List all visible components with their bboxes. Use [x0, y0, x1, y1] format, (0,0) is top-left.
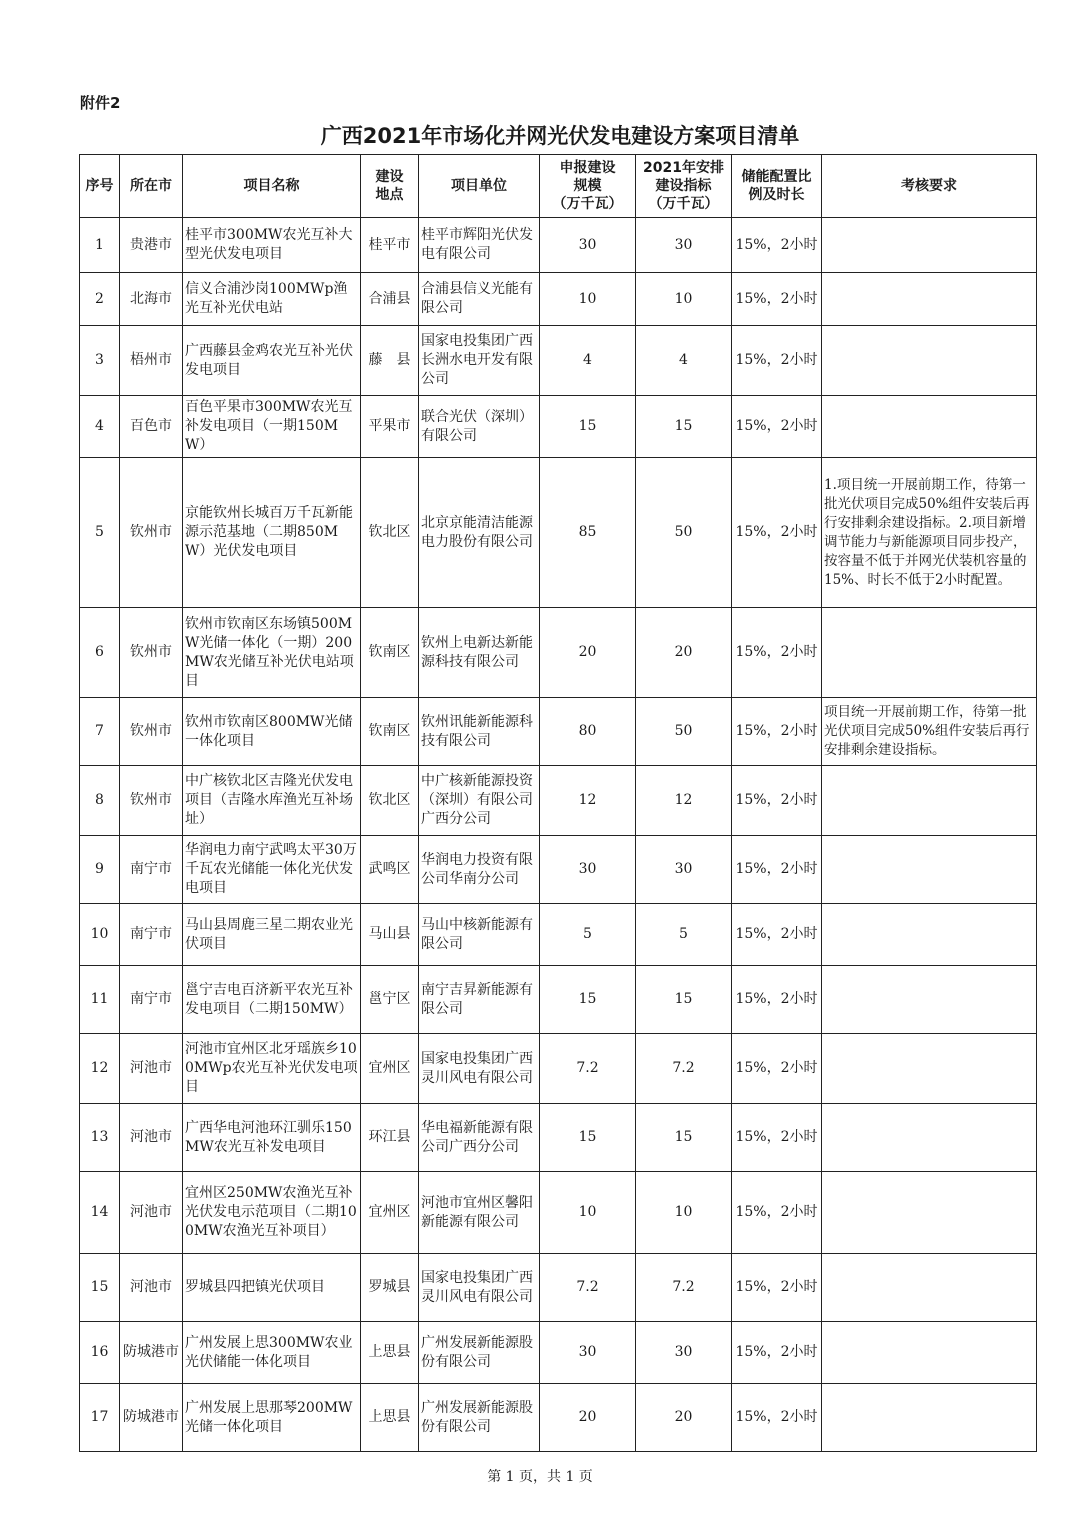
header-city: 所在市 — [120, 155, 183, 218]
cell-location: 钦北区 — [361, 766, 419, 836]
cell-location: 钦北区 — [361, 458, 419, 608]
cell-quota: 30 — [636, 836, 732, 904]
cell-project-name: 信义合浦沙岗100MWp渔光互补光伏电站 — [183, 273, 361, 326]
cell-location: 钦南区 — [361, 698, 419, 766]
header-unit: 项目单位 — [419, 155, 540, 218]
table-row — [80, 218, 1037, 273]
cell-storage: 15%，2小时 — [732, 698, 822, 766]
cell-location: 合浦县 — [361, 273, 419, 326]
cell-project-unit: 北京京能清洁能源电力股份有限公司 — [419, 458, 540, 608]
cell-project-name: 广州发展上思300MW农业光伏储能一体化项目 — [183, 1322, 361, 1384]
cell-city: 河池市 — [120, 1104, 183, 1172]
cell-city: 河池市 — [120, 1172, 183, 1254]
cell-scale: 15 — [540, 396, 636, 458]
cell-storage: 15%，2小时 — [732, 1172, 822, 1254]
cell-project-unit: 国家电投集团广西长洲水电开发有限公司 — [419, 326, 540, 396]
cell-city: 百色市 — [120, 396, 183, 458]
cell-quota: 15 — [636, 1104, 732, 1172]
cell-project-unit: 广州发展新能源股份有限公司 — [419, 1322, 540, 1384]
cell-scale: 85 — [540, 458, 636, 608]
cell-project-name: 广州发展上思那琴200MW光储一体化项目 — [183, 1384, 361, 1452]
cell-project-name: 广西藤县金鸡农光互补光伏发电项目 — [183, 326, 361, 396]
cell-requirement — [822, 966, 1037, 1034]
cell-project-name: 河池市宜州区北牙瑶族乡100MWp农光互补光伏发电项目 — [183, 1034, 361, 1104]
cell-city: 河池市 — [120, 1254, 183, 1322]
cell-storage: 15%，2小时 — [732, 218, 822, 273]
cell-requirement — [822, 904, 1037, 966]
cell-city: 河池市 — [120, 1034, 183, 1104]
cell-quota: 12 — [636, 766, 732, 836]
cell-quota: 10 — [636, 273, 732, 326]
cell-quota: 15 — [636, 396, 732, 458]
cell-scale: 20 — [540, 1384, 636, 1452]
cell-city: 钦州市 — [120, 608, 183, 698]
cell-storage: 15%，2小时 — [732, 1254, 822, 1322]
cell-scale: 12 — [540, 766, 636, 836]
header-scale: 申报建设 规模 （万千瓦） — [540, 155, 636, 218]
table-row — [80, 608, 1037, 698]
cell-location: 平果市 — [361, 396, 419, 458]
cell-scale: 15 — [540, 966, 636, 1034]
cell-location: 罗城县 — [361, 1254, 419, 1322]
cell-seq: 15 — [80, 1254, 120, 1322]
table-row — [80, 966, 1037, 1034]
cell-scale: 7.2 — [540, 1254, 636, 1322]
cell-storage: 15%，2小时 — [732, 1384, 822, 1452]
cell-scale: 30 — [540, 1322, 636, 1384]
cell-city: 南宁市 — [120, 904, 183, 966]
cell-storage: 15%，2小时 — [732, 273, 822, 326]
cell-storage: 15%，2小时 — [732, 966, 822, 1034]
cell-scale: 30 — [540, 218, 636, 273]
cell-seq: 4 — [80, 396, 120, 458]
cell-seq: 12 — [80, 1034, 120, 1104]
cell-location: 宜州区 — [361, 1034, 419, 1104]
header-storage: 储能配置比 例及时长 — [732, 155, 822, 218]
cell-storage: 15%，2小时 — [732, 608, 822, 698]
cell-requirement: 项目统一开展前期工作，待第一批光伏项目完成50%组件安装后再行安排剩余建设指标。 — [822, 698, 1037, 766]
cell-seq: 7 — [80, 698, 120, 766]
cell-project-name: 罗城县四把镇光伏项目 — [183, 1254, 361, 1322]
cell-requirement — [822, 836, 1037, 904]
cell-storage: 15%，2小时 — [732, 904, 822, 966]
cell-requirement — [822, 1384, 1037, 1452]
cell-project-unit: 华电福新能源有限公司广西分公司 — [419, 1104, 540, 1172]
table-row — [80, 904, 1037, 966]
cell-scale: 20 — [540, 608, 636, 698]
cell-seq: 9 — [80, 836, 120, 904]
cell-requirement — [822, 1034, 1037, 1104]
cell-location: 邕宁区 — [361, 966, 419, 1034]
table-row — [80, 326, 1037, 396]
cell-project-name: 钦州市钦南区东场镇500MW光储一体化（一期）200MW农光储互补光伏电站项目 — [183, 608, 361, 698]
page-footer: 第 1 页，共 1 页 — [487, 1469, 593, 1485]
header-location: 建设 地点 — [361, 155, 419, 218]
cell-seq: 17 — [80, 1384, 120, 1452]
cell-requirement — [822, 1172, 1037, 1254]
header-name: 项目名称 — [183, 155, 361, 218]
cell-seq: 10 — [80, 904, 120, 966]
cell-city: 南宁市 — [120, 966, 183, 1034]
cell-seq: 6 — [80, 608, 120, 698]
cell-city: 贵港市 — [120, 218, 183, 273]
cell-project-unit: 国家电投集团广西灵川风电有限公司 — [419, 1034, 540, 1104]
table-row — [80, 1384, 1037, 1452]
cell-project-unit: 桂平市辉阳光伏发电有限公司 — [419, 218, 540, 273]
document-title: 广西2021年市场化并网光伏发电建设方案项目清单 — [320, 124, 800, 148]
cell-storage: 15%，2小时 — [732, 326, 822, 396]
table-row — [80, 273, 1037, 326]
cell-seq: 14 — [80, 1172, 120, 1254]
attachment-label: 附件2 — [80, 94, 121, 112]
cell-requirement — [822, 218, 1037, 273]
cell-scale: 7.2 — [540, 1034, 636, 1104]
cell-seq: 16 — [80, 1322, 120, 1384]
cell-storage: 15%，2小时 — [732, 1104, 822, 1172]
table-row — [80, 1034, 1037, 1104]
cell-city: 南宁市 — [120, 836, 183, 904]
cell-project-unit: 河池市宜州区馨阳新能源有限公司 — [419, 1172, 540, 1254]
table-row — [80, 1322, 1037, 1384]
cell-quota: 30 — [636, 1322, 732, 1384]
cell-requirement — [822, 766, 1037, 836]
cell-project-unit: 钦州上电新达新能源科技有限公司 — [419, 608, 540, 698]
cell-project-name: 桂平市300MW农光互补大型光伏发电项目 — [183, 218, 361, 273]
cell-project-name: 华润电力南宁武鸣太平30万千瓦农光储能一体化光伏发电项目 — [183, 836, 361, 904]
table-row — [80, 396, 1037, 458]
cell-location: 桂平市 — [361, 218, 419, 273]
cell-quota: 50 — [636, 698, 732, 766]
cell-location: 宜州区 — [361, 1172, 419, 1254]
cell-quota: 10 — [636, 1172, 732, 1254]
cell-scale: 4 — [540, 326, 636, 396]
project-table — [79, 154, 1037, 1452]
cell-scale: 15 — [540, 1104, 636, 1172]
cell-quota: 50 — [636, 458, 732, 608]
table-body — [80, 218, 1037, 1452]
cell-quota: 15 — [636, 966, 732, 1034]
cell-seq: 1 — [80, 218, 120, 273]
cell-seq: 3 — [80, 326, 120, 396]
cell-requirement — [822, 326, 1037, 396]
cell-location: 钦南区 — [361, 608, 419, 698]
cell-city: 钦州市 — [120, 766, 183, 836]
cell-quota: 7.2 — [636, 1034, 732, 1104]
cell-project-unit: 联合光伏（深圳）有限公司 — [419, 396, 540, 458]
cell-quota: 20 — [636, 608, 732, 698]
table-row — [80, 836, 1037, 904]
table-row — [80, 766, 1037, 836]
cell-storage: 15%，2小时 — [732, 836, 822, 904]
header-requirement: 考核要求 — [822, 155, 1037, 218]
cell-project-name: 钦州市钦南区800MW光储一体化项目 — [183, 698, 361, 766]
cell-scale: 30 — [540, 836, 636, 904]
cell-project-unit: 国家电投集团广西灵川风电有限公司 — [419, 1254, 540, 1322]
cell-project-unit: 南宁吉昇新能源有限公司 — [419, 966, 540, 1034]
cell-project-name: 百色平果市300MW农光互补发电项目（一期150MW） — [183, 396, 361, 458]
cell-project-unit: 钦州讯能新能源科技有限公司 — [419, 698, 540, 766]
cell-project-name: 邕宁吉电百济新平农光互补发电项目（二期150MW） — [183, 966, 361, 1034]
cell-seq: 2 — [80, 273, 120, 326]
cell-quota: 7.2 — [636, 1254, 732, 1322]
cell-city: 梧州市 — [120, 326, 183, 396]
cell-storage: 15%，2小时 — [732, 458, 822, 608]
cell-seq: 8 — [80, 766, 120, 836]
cell-city: 防城港市 — [120, 1384, 183, 1452]
cell-project-name: 宜州区250MW农渔光互补光伏发电示范项目（二期100MW农渔光互补项目） — [183, 1172, 361, 1254]
cell-quota: 30 — [636, 218, 732, 273]
cell-scale: 10 — [540, 273, 636, 326]
cell-project-unit: 马山中核新能源有限公司 — [419, 904, 540, 966]
table-row — [80, 1172, 1037, 1254]
cell-requirement — [822, 608, 1037, 698]
table-row — [80, 698, 1037, 766]
cell-requirement: 1.项目统一开展前期工作，待第一批光伏项目完成50%组件安装后再行安排剩余建设指标。2.项目新增调节能力与新能源项目同步投产，按容量不低于并网光伏装机容量的15%、时长不低于2小时配置。 — [822, 458, 1037, 608]
table-row — [80, 1104, 1037, 1172]
cell-project-name: 中广核钦北区吉隆光伏发电项目（吉隆水库渔光互补场址） — [183, 766, 361, 836]
cell-scale: 10 — [540, 1172, 636, 1254]
table-header-row — [80, 155, 1037, 218]
cell-location: 上思县 — [361, 1384, 419, 1452]
cell-seq: 13 — [80, 1104, 120, 1172]
cell-storage: 15%，2小时 — [732, 1322, 822, 1384]
cell-requirement — [822, 273, 1037, 326]
cell-quota: 20 — [636, 1384, 732, 1452]
cell-location: 环江县 — [361, 1104, 419, 1172]
cell-scale: 80 — [540, 698, 636, 766]
cell-city: 钦州市 — [120, 698, 183, 766]
cell-location: 上思县 — [361, 1322, 419, 1384]
cell-requirement — [822, 1254, 1037, 1322]
cell-project-unit: 合浦县信义光能有限公司 — [419, 273, 540, 326]
cell-project-unit: 广州发展新能源股份有限公司 — [419, 1384, 540, 1452]
cell-project-unit: 华润电力投资有限公司华南分公司 — [419, 836, 540, 904]
cell-storage: 15%，2小时 — [732, 1034, 822, 1104]
header-seq: 序号 — [80, 155, 120, 218]
cell-seq: 11 — [80, 966, 120, 1034]
table-row — [80, 458, 1037, 608]
cell-location: 马山县 — [361, 904, 419, 966]
cell-location: 藤 县 — [361, 326, 419, 396]
table-row — [80, 1254, 1037, 1322]
cell-city: 防城港市 — [120, 1322, 183, 1384]
cell-scale: 5 — [540, 904, 636, 966]
cell-storage: 15%，2小时 — [732, 766, 822, 836]
cell-city: 钦州市 — [120, 458, 183, 608]
cell-project-name: 京能钦州长城百万千瓦新能源示范基地（二期850MW）光伏发电项目 — [183, 458, 361, 608]
header-quota: 2021年安排 建设指标 （万千瓦） — [636, 155, 732, 218]
cell-location: 武鸣区 — [361, 836, 419, 904]
cell-quota: 4 — [636, 326, 732, 396]
cell-city: 北海市 — [120, 273, 183, 326]
cell-requirement — [822, 1322, 1037, 1384]
cell-storage: 15%，2小时 — [732, 396, 822, 458]
cell-requirement — [822, 396, 1037, 458]
cell-project-name: 马山县周鹿三星二期农业光伏项目 — [183, 904, 361, 966]
cell-project-name: 广西华电河池环江驯乐150MW农光互补发电项目 — [183, 1104, 361, 1172]
cell-quota: 5 — [636, 904, 732, 966]
cell-project-unit: 中广核新能源投资（深圳）有限公司广西分公司 — [419, 766, 540, 836]
cell-seq: 5 — [80, 458, 120, 608]
cell-requirement — [822, 1104, 1037, 1172]
